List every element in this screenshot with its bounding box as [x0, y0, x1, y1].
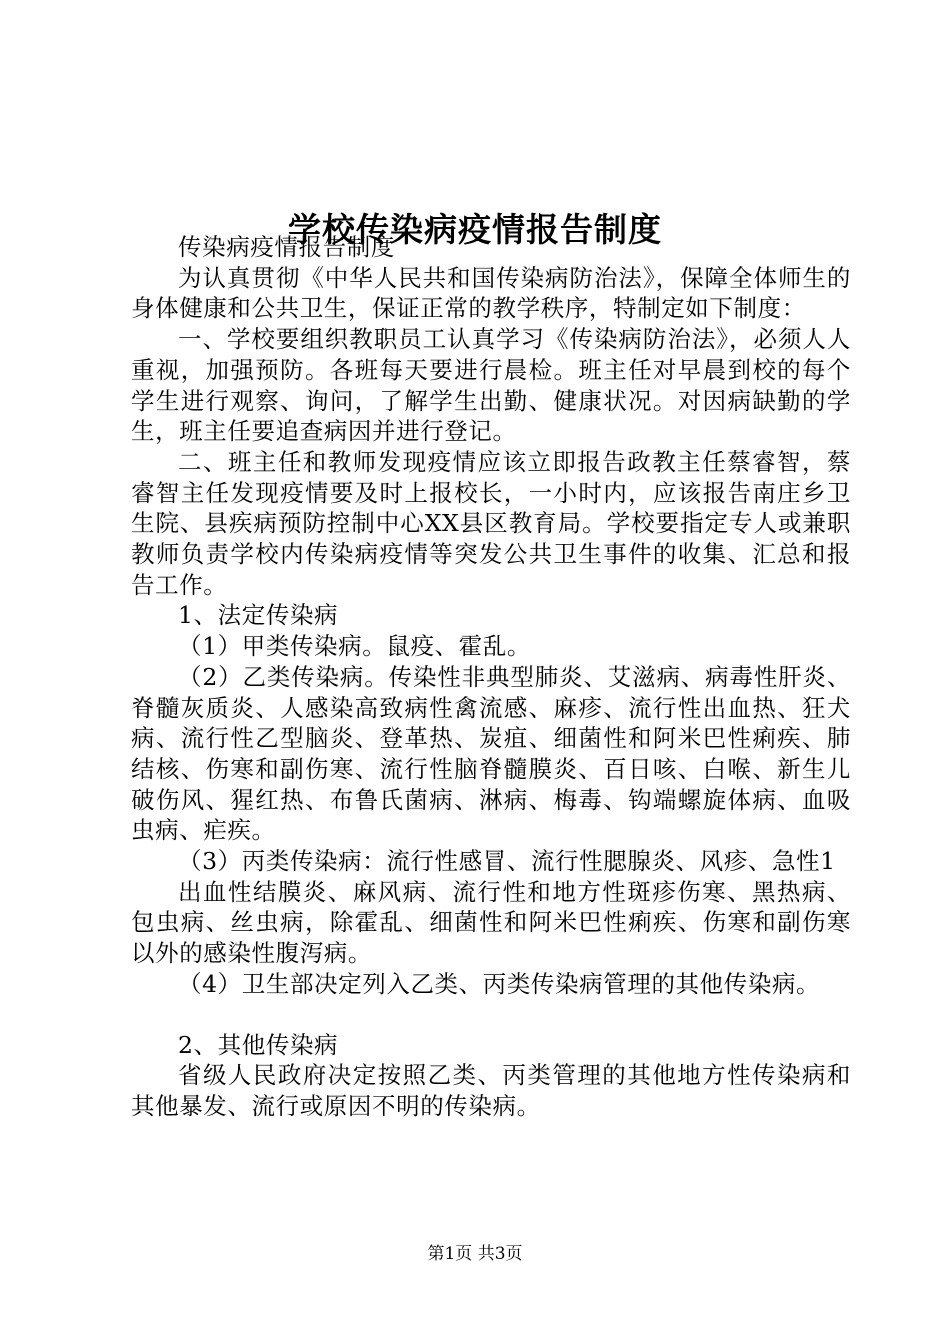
- body-paragraph: 一、学校要组织教职员工认真学习《传染病防治法》，必须人人重视，加强预防。各班每天要进行晨检。班主任对早晨到校的每个学生进行观察、询问，了解学生出勤、健康状况。对因病缺勤的学生，班主任要追查病因并进行登记。: [131, 325, 851, 446]
- page-number-footer: 第1页 共3页: [427, 1244, 523, 1264]
- body-paragraph: 出血性结膜炎、麻风病、流行性和地方性斑疹伤寒、黑热病、包虫病、丝虫病，除霍乱、细菌性和阿米巴性痢疾、伤寒和副伤寒以外的感染性腹泻病。: [131, 877, 851, 968]
- document-title: 学校传染病疫情报告制度: [288, 210, 662, 250]
- document-body: [131, 232, 851, 1122]
- body-paragraph: 传染病疫情报告制度: [178, 233, 395, 261]
- body-paragraph: 二、班主任和教师发现疫情应该立即报告政教主任蔡睿智，蔡睿智主任发现疫情要及时上报校长，一小时内，应该报告南庄乡卫生院、县疾病预防控制中心XX县区教育局。学校要指定专人或兼职教师负责学校内传染病疫情等突发公共卫生事件的收集、汇总和报告工作。: [131, 447, 851, 599]
- body-paragraph: 为认真贯彻《中华人民共和国传染病防治法》，保障全体师生的身体健康和公共卫生，保证正常的教学秩序，特制定如下制度：: [131, 263, 851, 323]
- body-paragraph: （2）乙类传染病。传染性非典型肺炎、艾滋病、病毒性肝炎、脊髓灰质炎、人感染高致病性禽流感、麻疹、流行性出血热、狂犬病、流行性乙型脑炎、登革热、炭疽、细菌性和阿米巴性痢疾、肺结核、伤寒和副伤寒、流行性脑脊髓膜炎、百日咳、白喉、新生儿破伤风、猩红热、布鲁氏菌病、淋病、梅毒、钩端螺旋体病、血吸虫病、疟疾。: [131, 662, 851, 845]
- section-heading: 1、法定传染病: [178, 601, 339, 630]
- body-paragraph: （4）卫生部决定列入乙类、丙类传染病管理的其他传染病。: [178, 969, 821, 998]
- body-paragraph: 省级人民政府决定按照乙类、丙类管理的其他地方性传染病和其他暴发、流行或原因不明的传染病。: [131, 1061, 851, 1120]
- body-paragraph: （3）丙类传染病：流行性感冒、流行性腮腺炎、风疹、急性1: [178, 847, 836, 876]
- section-heading: 2、其他传染病: [178, 1030, 339, 1059]
- body-paragraph: （1）甲类传染病。鼠疫、霍乱。: [178, 632, 531, 661]
